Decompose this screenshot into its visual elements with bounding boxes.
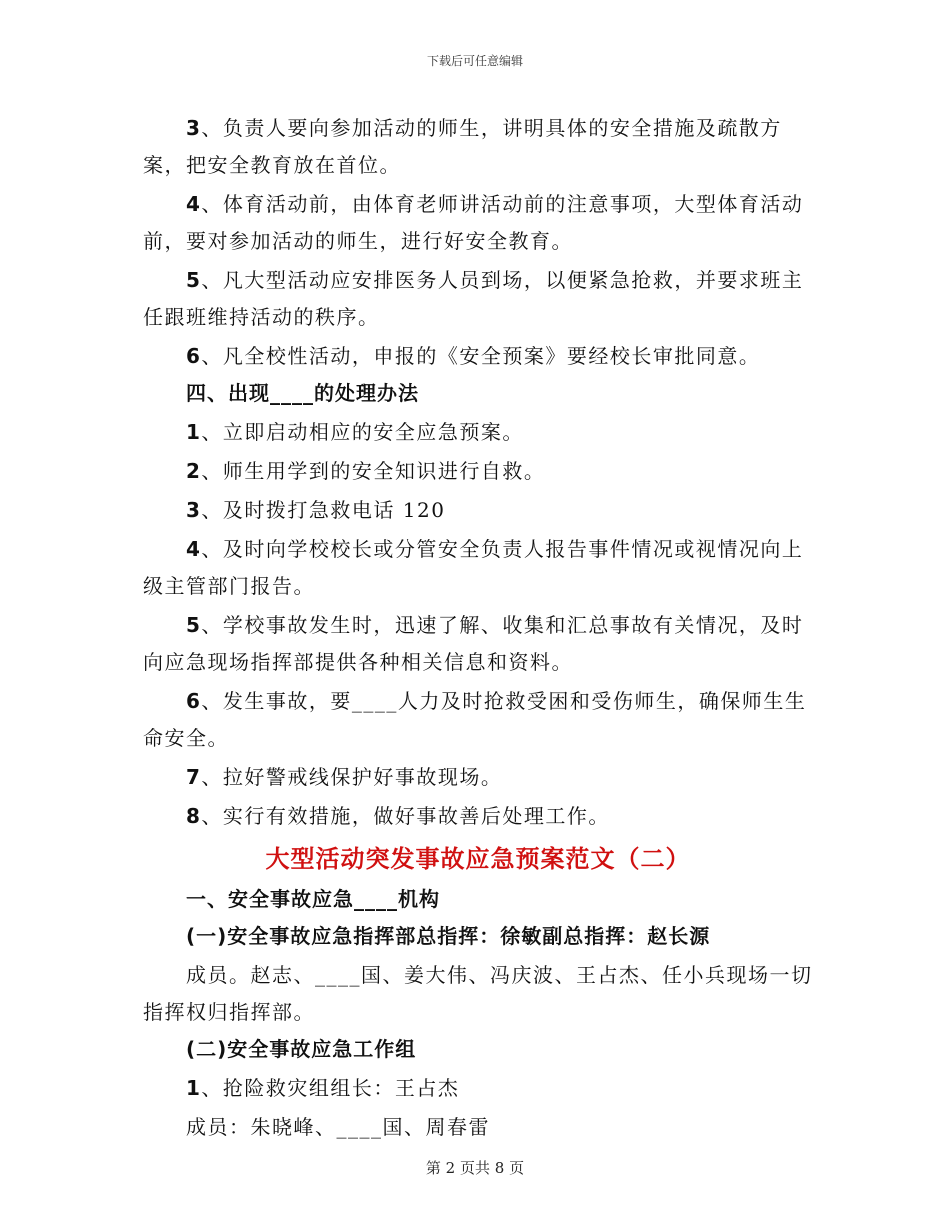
item-text: 、负责人要向参加活动的师生，讲明具体的安全措施及疏散方案，把安全教育放在首位。 — [143, 116, 782, 177]
list-item — [143, 1070, 813, 1107]
list-item — [143, 798, 813, 835]
item-number: 1 — [186, 420, 202, 444]
list-item — [143, 262, 813, 336]
item-text: 、抢险救灾组组长：王占杰 — [201, 1076, 460, 1100]
item-number: 2 — [186, 459, 202, 483]
item-number: 6 — [186, 689, 202, 713]
item-number: 6 — [186, 344, 202, 368]
item-number: 7 — [186, 765, 202, 789]
paragraph: 成员。赵志、____国、姜大伟、冯庆波、王占杰、任小兵现场一切指挥权归指挥部。 — [143, 963, 813, 1024]
list-item — [143, 531, 813, 605]
item-text: 、立即启动相应的安全应急预案。 — [201, 420, 524, 444]
page-footer: 第 2 页共 8 页 — [425, 1159, 525, 1177]
list-item — [143, 414, 813, 451]
section-heading: 一、安全事故应急____机构 — [186, 887, 440, 911]
item-number: 5 — [186, 268, 202, 292]
document-body — [143, 110, 813, 1146]
list-item — [143, 683, 813, 757]
item-number: 4 — [186, 192, 202, 216]
document-title: 大型活动突发事故应急预案范文（二） — [265, 845, 691, 873]
list-item — [143, 492, 813, 529]
subsection-heading: (一)安全事故应急指挥部总指挥：徐敏副总指挥：赵长源 — [186, 924, 711, 948]
item-number: 1 — [186, 1076, 202, 1100]
item-text: 、拉好警戒线保护好事故现场。 — [201, 765, 503, 789]
list-item — [143, 110, 813, 184]
item-text: 、凡全校性活动，申报的《安全预案》要经校长审批同意。 — [201, 344, 761, 368]
section-heading: 四、出现____的处理办法 — [186, 381, 419, 405]
subsection-heading: (二)安全事故应急工作组 — [186, 1037, 417, 1061]
list-item — [143, 759, 813, 796]
item-text: 、及时拨打急救电话 120 — [201, 498, 446, 522]
item-number: 4 — [186, 537, 202, 561]
item-text: 、学校事故发生时，迅速了解、收集和汇总事故有关情况，及时向应急现场指挥部提供各种相关信息和资料。 — [143, 613, 804, 674]
item-number: 8 — [186, 804, 202, 828]
list-item — [143, 338, 813, 375]
list-item — [143, 453, 813, 490]
page-header: 下载后可任意编辑 — [426, 54, 523, 68]
list-item — [143, 607, 813, 681]
item-text: 、及时向学校校长或分管安全负责人报告事件情况或视情况向上级主管部门报告。 — [143, 537, 804, 598]
item-number: 3 — [186, 116, 202, 140]
paragraph: 成员：朱晓峰、____国、周春雷 — [186, 1115, 490, 1139]
item-number: 3 — [186, 498, 202, 522]
item-number: 5 — [186, 613, 202, 637]
item-text: 、实行有效措施，做好事故善后处理工作。 — [201, 804, 610, 828]
item-text: 、发生事故，要____人力及时抢救受困和受伤师生，确保师生生命安全。 — [143, 689, 807, 750]
item-text: 、体育活动前，由体育老师讲活动前的注意事项，大型体育活动前，要对参加活动的师生，进行好安全教育。 — [143, 192, 804, 253]
list-item — [143, 186, 813, 260]
item-text: 、凡大型活动应安排医务人员到场，以便紧急抢救，并要求班主任跟班维持活动的秩序。 — [143, 268, 804, 329]
item-text: 、师生用学到的安全知识进行自救。 — [201, 459, 546, 483]
